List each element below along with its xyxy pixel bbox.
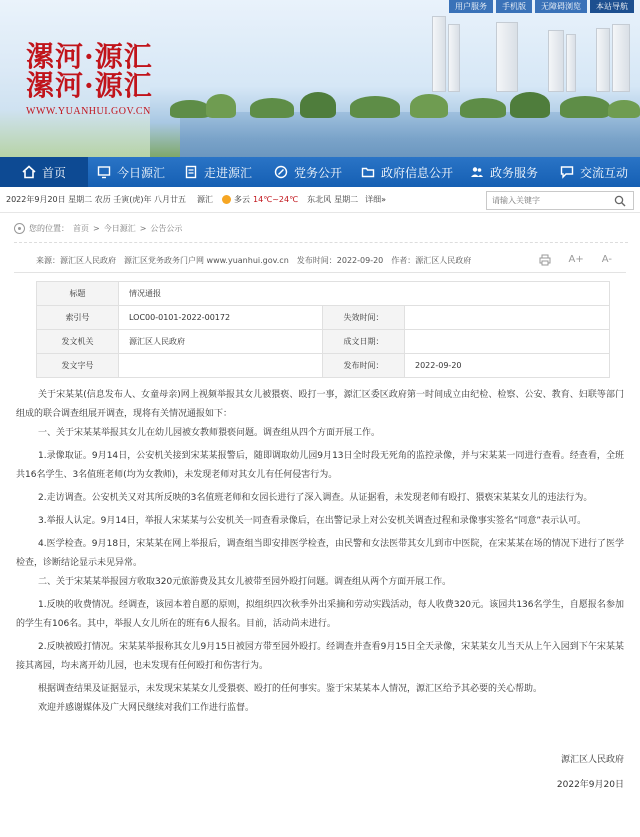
article-author: 作者：源汇区人民政府 [391,256,472,265]
nav-item-party[interactable] [262,157,354,187]
article-paragraph: 1.反映的收费情况。经调查，该园本着自愿的原则，拟组织四次秋季外出采摘和劳动实践活动，每人收费320元。该园共136名学生，自愿报名参加的学生有106名。其中，举报人女儿所在的班有6人报名。目前，活动尚未进行。 [16,600,624,629]
nav-item-label: 走进源汇 [203,165,252,180]
signature-org: 源汇区人民政府 [560,755,624,765]
article-signature [0,752,624,790]
meta-issuer-value: 源汇区人民政府 [119,330,323,354]
print-icon[interactable] [539,254,551,269]
meta-written-label: 成文日期： [323,330,405,354]
banner-building [448,24,460,92]
nav-item-services[interactable] [460,157,548,187]
meta-title-value: 情况通报 [119,282,610,306]
search-icon [614,195,626,207]
meta-pub-value: 2022-09-20 [405,354,610,378]
monitor-icon [97,165,111,179]
article-source-bar [14,249,626,273]
article-paragraph: 3.举报人认定。9月14日，举报人宋某某与公安机关一同查看录像后，在出警记录上对公安机关调查过程和录像事实签名“同意”表示认可。 [38,516,587,526]
banner-building [496,22,518,92]
nav-item-label: 政务服务 [489,165,538,180]
nav-item-label: 今日源汇 [116,165,165,180]
article-paragraph: 关于宋某某(信息发布人、女童母亲)网上视频举报其女儿被猥亵、殴打一事，源汇区委区政府第一时间成立由纪检、检察、公安、教育、妇联等部门组成的联合调查组展开调查，现将有关情况通报如下： [16,390,624,419]
weather-wind: 东北风 [307,195,332,204]
table-row [37,354,610,378]
meta-expire-value [405,306,610,330]
site-title-line2: 漯河·源汇 [26,69,153,102]
site-banner [0,0,640,157]
top-link-user-service[interactable]: 用户服务 [449,0,493,13]
article-paragraph: 一、关于宋某某举报其女儿在幼儿园被女教师猥亵问题。调查组从四个方面开展工作。 [38,428,381,438]
article-tools [539,254,620,269]
meta-title-label: 标题 [37,282,119,306]
meta-docno-label: 发文字号 [37,354,119,378]
top-link-sitemap[interactable]: 本站导航 [590,0,634,13]
weather-temperature: 14℃~24℃ [253,195,299,204]
article-paragraph: 根据调查结果及证据显示，未发现宋某某女儿受猥亵、殴打的任何事实。鉴于宋某某本人情况，源汇区给予其必要的关心帮助。 [38,684,543,694]
people-icon [470,165,484,179]
meta-expire-label: 失效时间： [323,306,405,330]
location-icon [14,223,25,234]
main-nav [0,157,640,187]
top-links [449,0,634,13]
site-title-line1: 漯河·源汇 [26,40,153,73]
nav-item-label: 党务公开 [293,165,342,180]
sun-icon [222,195,231,204]
nav-item-label: 首页 [41,165,66,180]
home-icon [22,165,36,179]
document-icon [184,165,198,179]
folder-icon [361,165,375,179]
info-bar [0,187,640,213]
breadcrumb [14,221,628,243]
article-paragraph: 1.录像取证。9月14日，公安机关接到宋某某报警后，随即调取幼儿园9月13日全时段无死角的监控录像，并与宋某某一同进行查看。经查看，全班共16名学生、3名值班老师(均为女教师)，未发现老师对其女儿有任何侵害行为。 [16,451,624,480]
table-row [37,330,610,354]
nav-item-interaction[interactable] [548,157,640,187]
site-logo[interactable] [26,42,153,117]
meta-issuer-label: 发文机关 [37,330,119,354]
banner-building [548,30,564,92]
chat-icon [560,165,574,179]
article-paragraph: 4.医学检查。9月18日，宋某某在网上举报后，调查组当即安排医学检查，由民警和女法医带其女儿到市中医院，在宋某某在场的情况下进行了医学检查，诊断结论显示未见异常。 [16,539,624,568]
banner-river [180,112,640,157]
nav-item-home[interactable] [0,157,88,187]
current-date: 2022年9月20日 星期二 农历 壬寅(虎)年 八月廿五 [6,195,187,204]
weather-widget [191,194,386,205]
weather-weekday: 星期二 [334,195,359,204]
site-url: WWW.YUANHUI.GOV.CN [26,106,151,117]
article-body [16,386,624,718]
font-decrease-button[interactable]: A- [601,254,612,265]
banner-building [596,28,610,92]
breadcrumb-today[interactable]: 今日源汇 [103,224,136,233]
table-row [37,282,610,306]
breadcrumb-home[interactable]: 首页 [73,224,89,233]
article-publish-time: 发布时间：2022-09-20 [296,256,384,265]
article-paragraph: 二、关于宋某某举报园方收取320元旅游费及其女儿被带至园外殴打问题。调查组从两个方面开展工作。 [38,577,452,587]
banner-building [566,34,576,92]
table-row [37,306,610,330]
breadcrumb-label: 您的位置： [29,224,69,233]
banner-trees [160,88,640,118]
breadcrumb-separator: > [139,224,147,233]
breadcrumb-separator: > [93,224,100,233]
meta-written-value [405,330,610,354]
banner-building [432,16,446,92]
article-paragraph: 2.走访调查。公安机关又对其所反映的3名值班老师和女园长进行了深入调查。从证据看，未发现老师有殴打、猥亵宋某某女儿的违法行为。 [38,493,593,503]
nav-item-gov-info[interactable] [354,157,460,187]
meta-index-label: 索引号 [37,306,119,330]
weather-city: 源汇 [197,195,214,204]
top-link-mobile[interactable]: 手机版 [496,0,532,13]
article-source: 来源：源汇区人民政府 [36,256,116,265]
search-button[interactable] [609,192,631,209]
banner-building [612,24,630,92]
meta-docno-value [119,354,323,378]
top-link-accessibility[interactable]: 无障碍浏览 [535,0,587,13]
nav-item-today[interactable] [88,157,174,187]
meta-index-value: LOC00-0101-2022-00172 [119,306,323,330]
article-paragraph: 欢迎并感谢媒体及广大网民继续对我们工作进行监督。 [38,703,255,713]
meta-pub-label: 发布时间： [323,354,405,378]
font-increase-button[interactable]: A+ [568,254,584,265]
article-paragraph: 2.反映被殴打情况。宋某某举报称其女儿9月15日被园方带至园外殴打。经调查并查看9月15日全天录像，宋某某女儿当天从上午入园到下午宋某某接其离园，均未离开幼儿园，也未发现有任何殴打和伤害行为。 [16,642,624,671]
search-input[interactable] [487,196,609,205]
article-site: 源汇区党务政务门户网 www.yuanhui.gov.cn [124,256,289,265]
breadcrumb-notices[interactable]: 公告公示 [150,224,183,233]
nav-item-about[interactable] [174,157,262,187]
nav-item-label: 交流互动 [579,165,628,180]
party-emblem-icon [274,165,288,179]
signature-date: 2022年9月20日 [556,780,624,790]
weather-detail-link[interactable]: 详细» [365,195,386,204]
search-box [486,191,634,210]
nav-item-label: 政府信息公开 [380,165,453,180]
document-meta-table [36,281,610,378]
weather-condition: 多云 [234,195,251,204]
